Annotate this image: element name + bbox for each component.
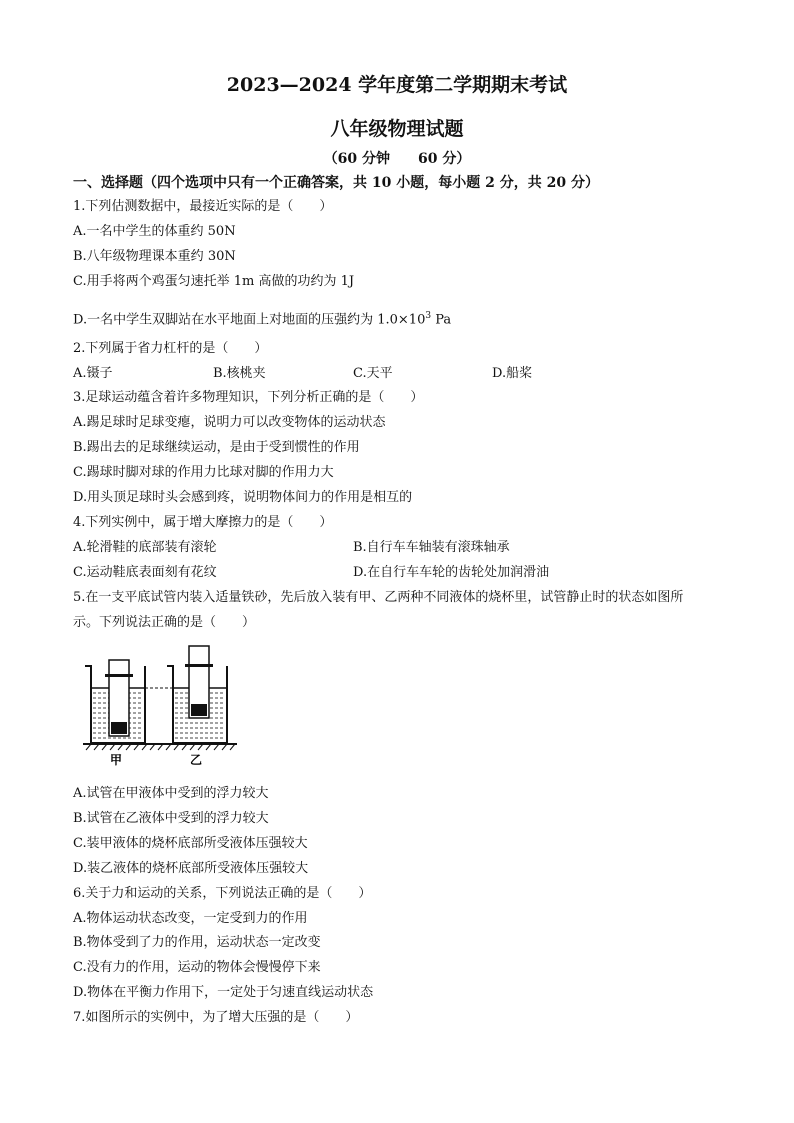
q3-option-c: C.踢球时脚对球的作用力比球对脚的作用力大 [73, 465, 334, 480]
q5-option-a: A.试管在甲液体中受到的浮力较大 [73, 786, 269, 801]
q5-beaker-figure [80, 640, 240, 770]
q1-option-d-value: 1.0×10 [377, 312, 426, 328]
section-heading: 一、选择题（四个选项中只有一个正确答案，共 10 小题，每小题 2 分，共 20 分） [73, 175, 599, 191]
q1-option-b: B.八年级物理课本重约 30N [73, 249, 236, 264]
q4-stem: 4.下列实例中，属于增大摩擦力的是（ ） [73, 515, 333, 530]
q2-option-b: B.核桃夹 [213, 366, 266, 381]
q5-option-b: B.试管在乙液体中受到的浮力较大 [73, 811, 269, 826]
q1-option-d-exponent: 3 [425, 311, 432, 321]
q6-stem: 6.关于力和运动的关系，下列说法正确的是（ ） [73, 886, 372, 901]
exam-info: （60 分钟 60 分） [323, 151, 471, 167]
q7-stem: 7.如图所示的实例中，为了增大压强的是（ ） [73, 1010, 359, 1025]
q1-option-d [73, 307, 451, 329]
figure-label-right: 乙 [190, 753, 203, 767]
q6-option-b: B.物体受到了力的作用，运动状态一定改变 [73, 935, 321, 950]
q2-option-a: A.镊子 [73, 366, 113, 381]
q5-stem-line2: 示。下列说法正确的是（ ） [73, 615, 256, 630]
q3-option-b: B.踢出去的足球继续运动，是由于受到惯性的作用 [73, 440, 360, 455]
q4-option-b: B.自行车车轴装有滚珠轴承 [353, 540, 510, 555]
q2-stem: 2.下列属于省力杠杆的是（ ） [73, 341, 268, 356]
q5-stem-line1: 5.在一支平底试管内装入适量铁砂，先后放入装有甲、乙两种不同液体的烧杯里，试管静止时的状态如图所 [73, 590, 684, 605]
test-tube-left [105, 660, 133, 736]
exam-subtitle: 八年级物理试题 [330, 118, 464, 140]
q1-option-d-unit: Pa [431, 312, 452, 328]
q6-option-d: D.物体在平衡力作用下，一定处于匀速直线运动状态 [73, 985, 374, 1000]
q1-option-d-text: D.一名中学生双脚站在水平地面上对地面的压强约为 [73, 312, 378, 328]
q5-option-d: D.装乙液体的烧杯底部所受液体压强较大 [73, 861, 309, 876]
q3-stem: 3.足球运动蕴含着许多物理知识，下列分析正确的是（ ） [73, 390, 424, 405]
q4-option-c: C.运动鞋底表面刻有花纹 [73, 565, 217, 580]
q5-option-c: C.装甲液体的烧杯底部所受液体压强较大 [73, 836, 308, 851]
q3-option-a: A.踢足球时足球变瘪，说明力可以改变物体的运动状态 [73, 415, 386, 430]
q6-option-a: A.物体运动状态改变，一定受到力的作用 [73, 911, 308, 926]
q4-option-a: A.轮滑鞋的底部装有滚轮 [73, 540, 217, 555]
q1-stem: 1.下列估测数据中，最接近实际的是（ ） [73, 199, 333, 214]
q3-option-d: D.用头顶足球时头会感到疼，说明物体间力的作用是相互的 [73, 490, 413, 505]
q6-option-c: C.没有力的作用，运动的物体会慢慢停下来 [73, 960, 321, 975]
exam-title: 2023—2024 学年度第二学期期末考试 [226, 74, 568, 96]
q4-option-d: D.在自行车车轮的齿轮处加润滑油 [353, 565, 550, 580]
test-tube-right [185, 646, 213, 718]
q2-option-c: C.天平 [353, 366, 393, 381]
q2-option-d: D.船桨 [492, 366, 533, 381]
q1-option-a: A.一名中学生的体重约 50N [73, 224, 236, 239]
q1-option-c: C.用手将两个鸡蛋匀速托举 1m 高做的功约为 1J [73, 274, 355, 289]
figure-label-left: 甲 [110, 753, 123, 767]
